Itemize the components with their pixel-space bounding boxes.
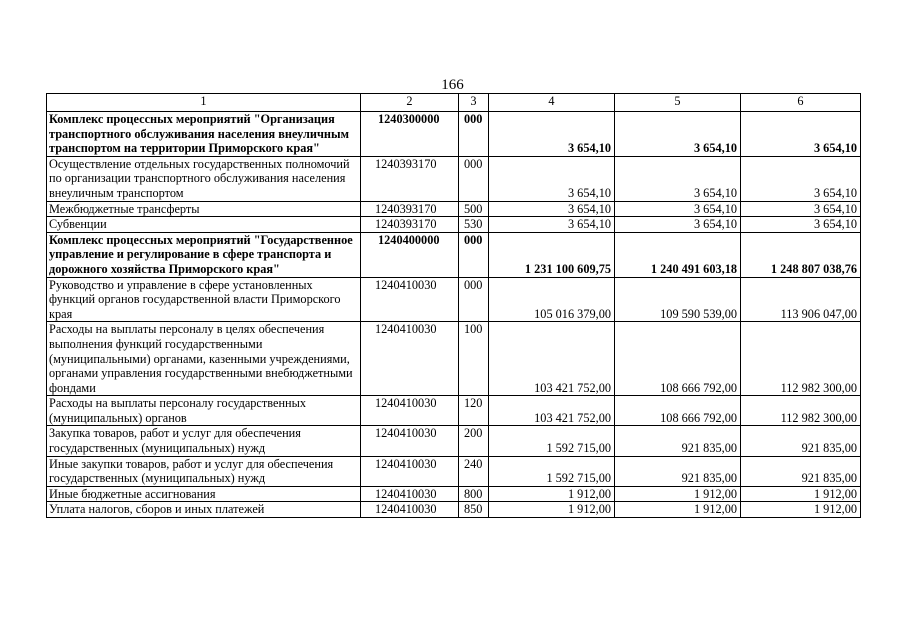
row-name: Осуществление отдельных государственных полномочий по организации транспортного обслуживания населения внеуличным транспортом bbox=[47, 156, 361, 201]
row-expense-type: 500 bbox=[459, 201, 489, 217]
table-row bbox=[47, 201, 861, 217]
row-amount-1: 103 421 752,00 bbox=[489, 322, 615, 396]
row-amount-3: 3 654,10 bbox=[741, 217, 861, 233]
row-amount-1: 1 592 715,00 bbox=[489, 456, 615, 486]
row-code: 1240410030 bbox=[361, 486, 459, 502]
row-name: Межбюджетные трансферты bbox=[47, 201, 361, 217]
row-amount-1: 1 592 715,00 bbox=[489, 426, 615, 456]
table-row bbox=[47, 156, 861, 201]
table-row bbox=[47, 426, 861, 456]
budget-table bbox=[46, 93, 861, 518]
column-number-row bbox=[47, 94, 861, 112]
row-name: Субвенции bbox=[47, 217, 361, 233]
page-number: 166 bbox=[441, 77, 464, 93]
row-name: Комплекс процессных мероприятий "Организация транспортного обслуживания населения внеуличным транспортом на территории Приморского края" bbox=[47, 112, 361, 157]
row-amount-1: 1 231 100 609,75 bbox=[489, 232, 615, 277]
table-row bbox=[47, 502, 861, 518]
row-amount-2: 108 666 792,00 bbox=[615, 396, 741, 426]
row-amount-3: 112 982 300,00 bbox=[741, 396, 861, 426]
row-amount-3: 3 654,10 bbox=[741, 201, 861, 217]
row-code: 1240400000 bbox=[361, 232, 459, 277]
row-amount-3: 3 654,10 bbox=[741, 112, 861, 157]
table-row bbox=[47, 232, 861, 277]
row-expense-type: 800 bbox=[459, 486, 489, 502]
row-name: Расходы на выплаты персоналу в целях обеспечения выполнения функций государственными (муниципальными) органами, казенными учреждениями, органами управления государственными внебюджетными фондами bbox=[47, 322, 361, 396]
row-amount-1: 3 654,10 bbox=[489, 112, 615, 157]
column-number-4: 4 bbox=[489, 94, 615, 112]
row-amount-3: 3 654,10 bbox=[741, 156, 861, 201]
row-amount-2: 1 912,00 bbox=[615, 502, 741, 518]
row-amount-1: 1 912,00 bbox=[489, 486, 615, 502]
row-amount-2: 109 590 539,00 bbox=[615, 277, 741, 322]
row-expense-type: 100 bbox=[459, 322, 489, 396]
row-name: Комплекс процессных мероприятий "Государственное управление и регулирование в сфере транспорта и дорожного хозяйства Приморского края" bbox=[47, 232, 361, 277]
table-row bbox=[47, 277, 861, 322]
row-code: 1240410030 bbox=[361, 456, 459, 486]
row-expense-type: 530 bbox=[459, 217, 489, 233]
row-amount-2: 3 654,10 bbox=[615, 112, 741, 157]
row-code: 1240410030 bbox=[361, 396, 459, 426]
row-amount-2: 3 654,10 bbox=[615, 156, 741, 201]
row-amount-1: 103 421 752,00 bbox=[489, 396, 615, 426]
row-code: 1240410030 bbox=[361, 277, 459, 322]
table-row bbox=[47, 112, 861, 157]
row-amount-3: 1 248 807 038,76 bbox=[741, 232, 861, 277]
row-amount-2: 921 835,00 bbox=[615, 426, 741, 456]
row-code: 1240393170 bbox=[361, 217, 459, 233]
row-name: Закупка товаров, работ и услуг для обеспечения государственных (муниципальных) нужд bbox=[47, 426, 361, 456]
column-number-6: 6 bbox=[741, 94, 861, 112]
row-code: 1240393170 bbox=[361, 156, 459, 201]
row-name: Расходы на выплаты персоналу государственных (муниципальных) органов bbox=[47, 396, 361, 426]
column-number-1: 1 bbox=[47, 94, 361, 112]
column-number-2: 2 bbox=[361, 94, 459, 112]
column-number-3: 3 bbox=[459, 94, 489, 112]
table-row bbox=[47, 486, 861, 502]
row-expense-type: 240 bbox=[459, 456, 489, 486]
row-amount-1: 105 016 379,00 bbox=[489, 277, 615, 322]
row-code: 1240393170 bbox=[361, 201, 459, 217]
row-amount-3: 112 982 300,00 bbox=[741, 322, 861, 396]
row-name: Руководство и управление в сфере установленных функций органов государственной власти Приморского края bbox=[47, 277, 361, 322]
row-code: 1240410030 bbox=[361, 502, 459, 518]
row-expense-type: 200 bbox=[459, 426, 489, 456]
column-number-5: 5 bbox=[615, 94, 741, 112]
row-amount-3: 1 912,00 bbox=[741, 502, 861, 518]
row-expense-type: 120 bbox=[459, 396, 489, 426]
row-expense-type: 000 bbox=[459, 112, 489, 157]
row-amount-2: 1 912,00 bbox=[615, 486, 741, 502]
row-code: 1240410030 bbox=[361, 322, 459, 396]
row-amount-2: 3 654,10 bbox=[615, 217, 741, 233]
row-amount-3: 113 906 047,00 bbox=[741, 277, 861, 322]
row-expense-type: 000 bbox=[459, 232, 489, 277]
row-amount-1: 1 912,00 bbox=[489, 502, 615, 518]
row-expense-type: 850 bbox=[459, 502, 489, 518]
table-row bbox=[47, 396, 861, 426]
table-row bbox=[47, 322, 861, 396]
row-expense-type: 000 bbox=[459, 277, 489, 322]
row-amount-1: 3 654,10 bbox=[489, 217, 615, 233]
row-amount-2: 1 240 491 603,18 bbox=[615, 232, 741, 277]
row-name: Уплата налогов, сборов и иных платежей bbox=[47, 502, 361, 518]
row-amount-2: 921 835,00 bbox=[615, 456, 741, 486]
row-expense-type: 000 bbox=[459, 156, 489, 201]
row-name: Иные бюджетные ассигнования bbox=[47, 486, 361, 502]
row-code: 1240300000 bbox=[361, 112, 459, 157]
row-code: 1240410030 bbox=[361, 426, 459, 456]
row-amount-3: 921 835,00 bbox=[741, 426, 861, 456]
row-amount-3: 921 835,00 bbox=[741, 456, 861, 486]
table-row bbox=[47, 217, 861, 233]
table-row bbox=[47, 456, 861, 486]
row-amount-2: 3 654,10 bbox=[615, 201, 741, 217]
row-name: Иные закупки товаров, работ и услуг для обеспечения государственных (муниципальных) нужд bbox=[47, 456, 361, 486]
row-amount-1: 3 654,10 bbox=[489, 156, 615, 201]
row-amount-1: 3 654,10 bbox=[489, 201, 615, 217]
row-amount-3: 1 912,00 bbox=[741, 486, 861, 502]
row-amount-2: 108 666 792,00 bbox=[615, 322, 741, 396]
